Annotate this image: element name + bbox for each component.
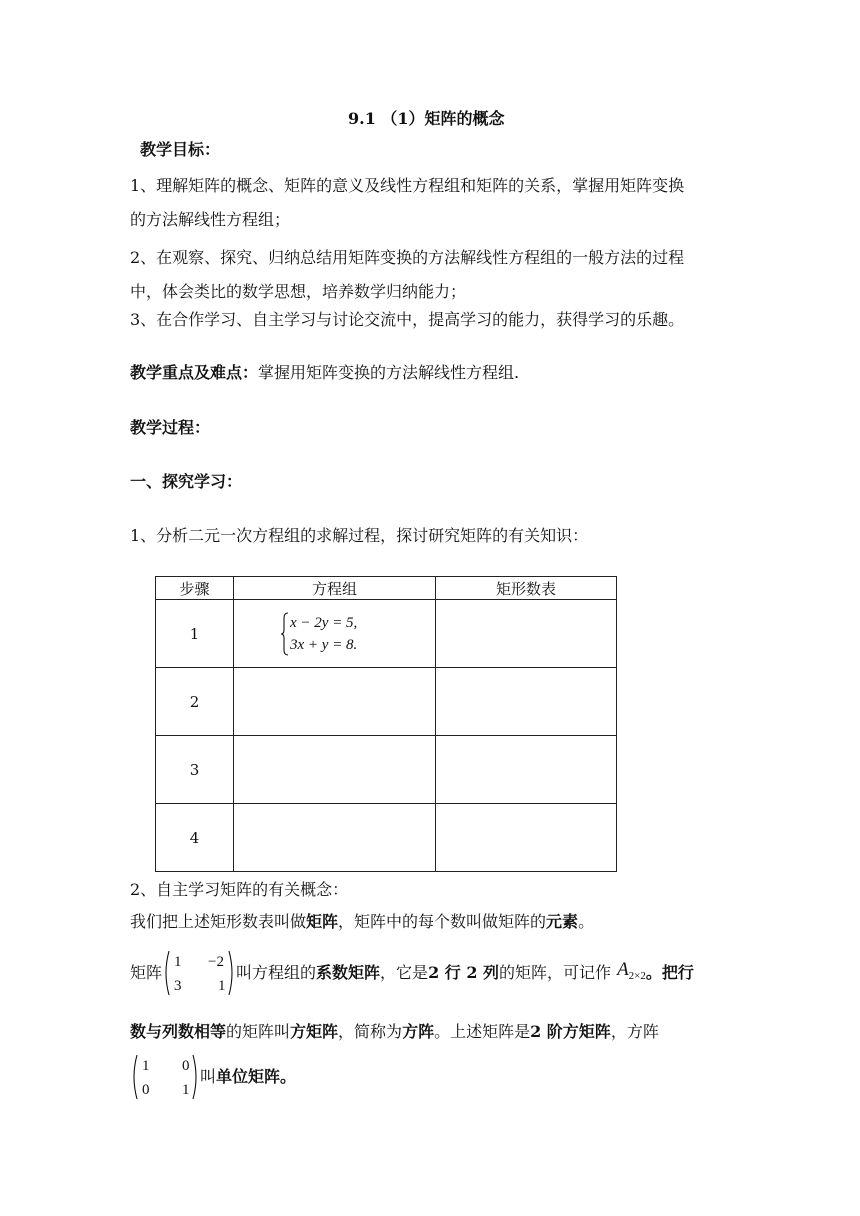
equation-1: x − 2y = 5, <box>290 614 358 631</box>
matrix-table-cell <box>436 804 617 872</box>
def3-mid4: ，方阵 <box>610 1022 659 1041</box>
objective-1-line-1: 1、理解矩阵的概念、矩阵的意义及线性方程组和矩阵的关系，掌握用矩阵变换 <box>130 176 685 195</box>
matrix-cell: 0 <box>142 1082 150 1098</box>
equation-cell <box>234 736 436 804</box>
left-paren-icon <box>162 950 170 996</box>
matrix-notation <box>617 960 646 986</box>
def1-pre: 我们把上述矩形数表叫做 <box>130 912 307 931</box>
steps-table <box>155 576 617 872</box>
matrix-symbol: A <box>617 958 629 980</box>
def2-mid2: ，它是 <box>380 963 429 982</box>
definition-square-matrix <box>130 1022 659 1042</box>
coefficient-matrix <box>162 950 236 996</box>
term-coefficient-matrix: 系数矩阵 <box>316 963 381 982</box>
definition-identity-matrix <box>130 1054 296 1100</box>
task-2: 2、自主学习矩阵的有关概念： <box>130 880 349 899</box>
matrix-cell: 1 <box>174 954 182 970</box>
matrix-cell: 1 <box>218 978 226 994</box>
table-row <box>156 600 617 668</box>
def3-mid3: 。上述矩阵是 <box>434 1022 531 1041</box>
matrix-cell: 3 <box>174 978 182 994</box>
matrix-cell: 1 <box>182 1082 190 1098</box>
objective-2-line-2: 中，体会类比的数学思想，培养数学归纳能力； <box>130 282 467 301</box>
objective-1-line-2: 的方法解线性方程组； <box>130 210 291 229</box>
equation-cell <box>234 600 436 668</box>
def2-pre: 矩阵 <box>130 963 163 982</box>
term-square: 方阵 <box>402 1022 435 1041</box>
step-number: 3 <box>156 736 234 804</box>
step-number: 2 <box>156 668 234 736</box>
objective-2-line-1: 2、在观察、探究、归纳总结用矩阵变换的方法解线性方程组的一般方法的过程 <box>130 248 685 267</box>
task-1: 1、分析二元一次方程组的求解过程，探讨研究矩阵的有关知识： <box>130 526 589 545</box>
step-number: 4 <box>156 804 234 872</box>
equation-cell <box>234 668 436 736</box>
term-equal-rows-cols: 数与列数相等 <box>130 1022 227 1041</box>
matrix-table-cell <box>436 600 617 668</box>
def2-mid1: 叫方程组的 <box>236 963 317 982</box>
process-heading: 教学过程： <box>130 418 211 437</box>
right-paren-icon <box>192 1054 200 1100</box>
term-square-matrix: 方矩阵 <box>290 1022 339 1041</box>
term-2x2: 2 行 2 列 <box>428 963 500 982</box>
matrix-cell: 0 <box>182 1058 190 1074</box>
page-title: 9.1 （1）矩阵的概念 <box>348 109 505 128</box>
term-identity-matrix: 单位矩阵 <box>216 1067 281 1086</box>
header-matrix-table: 矩形数表 <box>436 577 617 600</box>
matrix-table-cell <box>436 668 617 736</box>
key-points-text: 掌握用矩阵变换的方法解线性方程组. <box>258 363 520 382</box>
def4-post: 。 <box>280 1067 297 1086</box>
right-paren-icon <box>228 950 236 996</box>
term-order-2: 2 阶方矩阵 <box>530 1022 611 1041</box>
def1-post: 。 <box>578 912 595 931</box>
def2-mid4: 。 <box>645 963 662 982</box>
objective-3: 3、在合作学习、自主学习与讨论交流中，提高学习的能力，获得学习的乐趣。 <box>130 310 685 329</box>
identity-matrix <box>130 1054 200 1100</box>
header-step: 步骤 <box>156 577 234 600</box>
matrix-cell: 1 <box>142 1058 150 1074</box>
matrix-cell: −2 <box>208 954 224 970</box>
matrix-table-cell <box>436 736 617 804</box>
term-element: 元素 <box>546 912 579 931</box>
def3-mid1: 的矩阵叫 <box>226 1022 291 1041</box>
def1-mid: ，矩阵中的每个数叫做矩阵的 <box>338 912 547 931</box>
objectives-heading: 教学目标： <box>140 140 221 159</box>
definition-coefficient-matrix <box>130 950 694 996</box>
definition-matrix <box>130 912 594 932</box>
key-points <box>130 363 519 383</box>
table-row <box>156 736 617 804</box>
left-brace-icon <box>280 612 290 656</box>
equation-system <box>290 612 357 656</box>
header-equations: 方程组 <box>234 577 436 600</box>
key-points-label: 教学重点及难点： <box>130 363 259 382</box>
def4-mid: 叫 <box>200 1067 217 1086</box>
def2-term3: 把行 <box>661 963 694 982</box>
left-paren-icon <box>130 1054 138 1100</box>
equation-cell <box>234 804 436 872</box>
table-row <box>156 668 617 736</box>
def3-mid2: ，简称为 <box>338 1022 403 1041</box>
table-row <box>156 804 617 872</box>
equation-2: 3x + y = 8. <box>290 636 358 653</box>
step-number: 1 <box>156 600 234 668</box>
def2-mid3: 的矩阵，可记作 <box>499 963 612 982</box>
term-matrix: 矩阵 <box>306 912 339 931</box>
matrix-subscript: 2×2 <box>628 970 646 983</box>
section-1-heading: 一、探究学习： <box>130 472 243 491</box>
